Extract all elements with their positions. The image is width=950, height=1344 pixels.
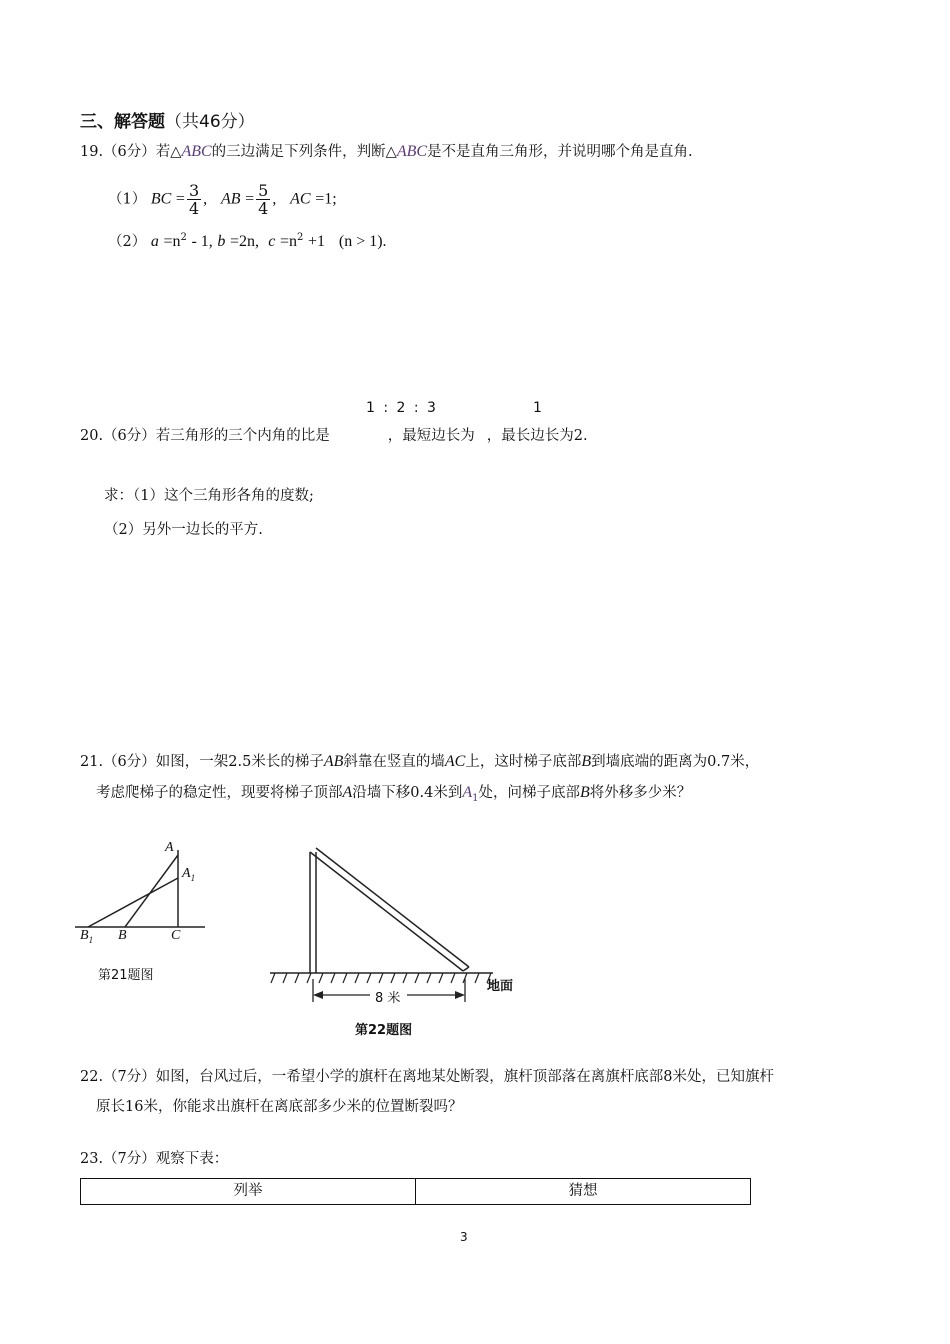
q23-table [80,1178,751,1205]
q19-text: 的三边满足下列条件，判断△ [211,144,397,160]
expr: - 1, [191,232,213,250]
section-heading [80,107,255,132]
condition-n: (n > 1). [338,232,387,250]
q19-stem [80,142,693,162]
col-enumerate: 列举 [81,1179,416,1205]
expr: =2n, [230,232,260,250]
fraction-3-4: $\frac{3}{4}$ [188,181,200,218]
q19-text: 是不是直角三角形，并说明哪个角是直角. [427,144,693,160]
fraction-5-4: $\frac{5}{4}$ [258,181,269,218]
q19-condition-1: （1） BC = $\frac{3}{4}$ , AB = $\frac{5}{4}$ , AC =1; [108,181,337,218]
label-a1: $A_1$ [182,866,196,883]
var-c: c [268,232,276,250]
figure-21 [70,840,220,990]
expr: =n [279,232,298,250]
page-number: 3 [460,1230,468,1244]
label-b: B [118,928,127,943]
var-a: a [150,232,159,250]
label-c: C [171,928,181,943]
flagpole-diagram [265,840,535,1040]
q20-text: ，最长边长为2. [486,428,588,444]
var-ab: AB [220,190,241,208]
triangle-abc-label: ABC [396,143,428,160]
ladder-original [125,855,178,927]
q20-ask-1: 求：（1）这个三角形各角的度数; [104,488,314,504]
exponent: 2 [180,232,187,243]
q21-line-1: 21.（6分）如图，一架2.5米长的梯子AB斜靠在竖直的墙AC上，这时梯子底部B到墙底端的距离为0.7米， [80,753,760,770]
var-bc: BC [150,190,172,208]
q20-ask-2: （2）另外一边长的平方. [104,522,263,538]
var-b: b [217,232,226,250]
figure-22-caption: 第22题图 [355,1023,413,1038]
figure-21-caption: 第21题图 [98,968,154,983]
q19-condition-2 [108,228,387,252]
col-guess: 猜想 [416,1179,751,1205]
q19-text: 19.（6分）若△ [80,144,182,160]
q21-line-2: 考虑爬梯子的稳定性，现要将梯子顶部A沿墙下移0.4米到$A_1$处，问梯子底部B将外移多少米？ [96,784,692,804]
figure-22 [265,840,535,1040]
ladder-moved [88,878,178,927]
condition-label: （2） [108,233,147,250]
var-ac: AC [290,190,311,208]
q20-stem [80,426,588,446]
condition-label: （1） [108,191,147,208]
distance-label: 8 米 [375,991,401,1006]
triangle-abc-label: ABC [181,143,212,160]
ground-label: 地面 [487,979,514,994]
q20-text: ，最短边长为 [387,428,475,444]
table-header-row [81,1179,751,1205]
label-b1: $B_1$ [80,928,94,945]
q20-text: 20.（6分）若三角形的三个内角的比是 [80,428,330,444]
q22-line-2: 原长16米，你能求出旗杆在离底部多少米的位置断裂吗？ [96,1099,463,1115]
section-points: （共46分） [165,112,255,132]
expr: +1 [308,232,326,250]
section-title: 三、解答题 [80,112,165,132]
exponent: 2 [297,232,304,243]
q23-stem: 23.（7分）观察下表： [80,1151,229,1167]
ac-value: =1; [315,190,337,208]
q20-shortest-value: 1 [533,400,544,416]
q22-line-1: 22.（7分）如图，台风过后，一希望小学的旗杆在离地某处断裂，旗杆顶部落在离旗杆底部8米处，已知旗杆 [80,1069,775,1085]
expr: =n [163,232,181,250]
q20-ratio: 1 : 2 : 3 [366,400,438,416]
label-a: A [165,840,174,855]
